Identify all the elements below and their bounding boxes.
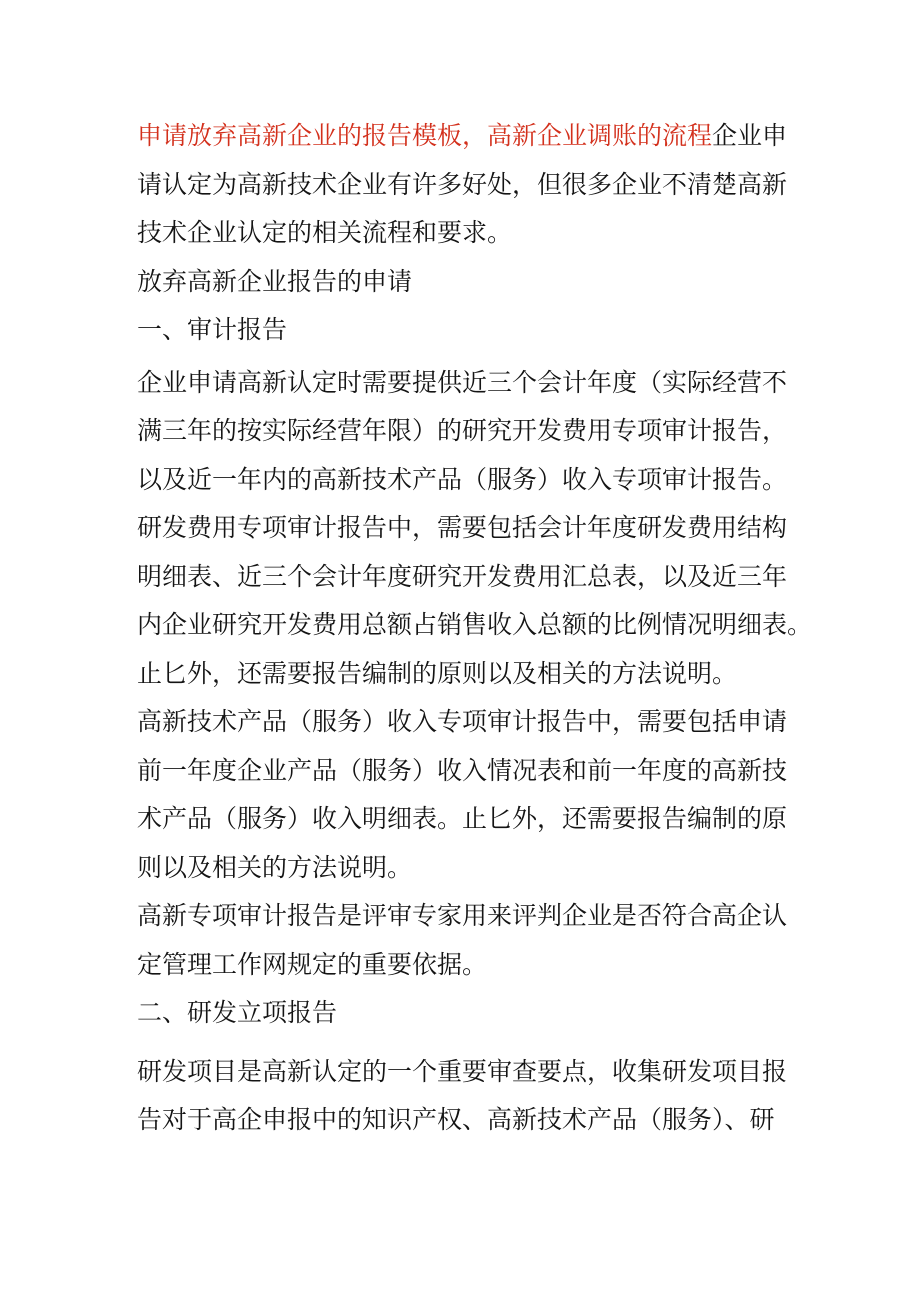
paragraph-line: 明细表、近三个会计年度研究开发费用汇总表，以及近三年 (137, 561, 788, 591)
paragraph-line: 前一年度企业产品（服务）收入情况表和前一年度的高新技 (137, 755, 788, 785)
section1-paragraph-4 (137, 892, 817, 989)
intro-line-1 (137, 112, 817, 161)
paragraph-line: 则以及相关的方法说明。 (137, 852, 413, 882)
section1-paragraph-3 (137, 698, 817, 892)
intro-line-3: 技术企业认定的相关流程和要求。 (137, 218, 513, 247)
paragraph-line: 告对于高企申报中的知识产权、高新技术产品（服务）、研 (137, 1105, 775, 1134)
section1-paragraph-2 (137, 504, 817, 698)
document-title-link: 申请放弃高新企业的报告模板，高新企业调账的流程 (137, 121, 713, 150)
paragraph-line: 以及近一年内的高新技术产品（服务）收入专项审计报告。 (137, 464, 788, 494)
paragraph-line: 研发项目是高新认定的一个重要审查要点，收集研发项目报 (137, 1056, 788, 1086)
intro-text: 企业申 (712, 121, 788, 150)
paragraph-line: 满三年的按实际经营年限）的研究开发费用专项审计报告， (137, 416, 788, 445)
paragraph-line: 企业申请高新认定时需要提供近三个会计年度（实际经营不 (137, 367, 788, 397)
document-body (137, 112, 817, 1145)
section2-heading: 二、研发立项报告 (137, 998, 338, 1027)
section1-paragraph-1 (137, 359, 817, 505)
intro-line-2: 请认定为高新技术企业有许多好处，但很多企业不清楚高新 (137, 169, 788, 199)
paragraph-line: 高新专项审计报告是评审专家用来评判企业是否符合高企认 (137, 901, 788, 930)
section1-heading: 一、审计报告 (137, 315, 288, 344)
main-heading: 放弃高新企业报告的申请 (137, 266, 413, 296)
paragraph-line: 内企业研究开发费用总额占销售收入总额的比例情况明细表。 (137, 610, 813, 639)
paragraph-line: 研发费用专项审计报告中，需要包括会计年度研发费用结构 (137, 513, 788, 542)
paragraph-line: 高新技术产品（服务）收入专项审计报告中，需要包括申请 (137, 707, 788, 736)
paragraph-line: 止匕外，还需要报告编制的原则以及相关的方法说明。 (137, 658, 738, 688)
paragraph-line: 定管理工作网规定的重要依据。 (137, 949, 488, 979)
section2-paragraph-1 (137, 1048, 817, 1145)
paragraph-line: 术产品（服务）收入明细表。止匕外，还需要报告编制的原 (137, 804, 788, 833)
